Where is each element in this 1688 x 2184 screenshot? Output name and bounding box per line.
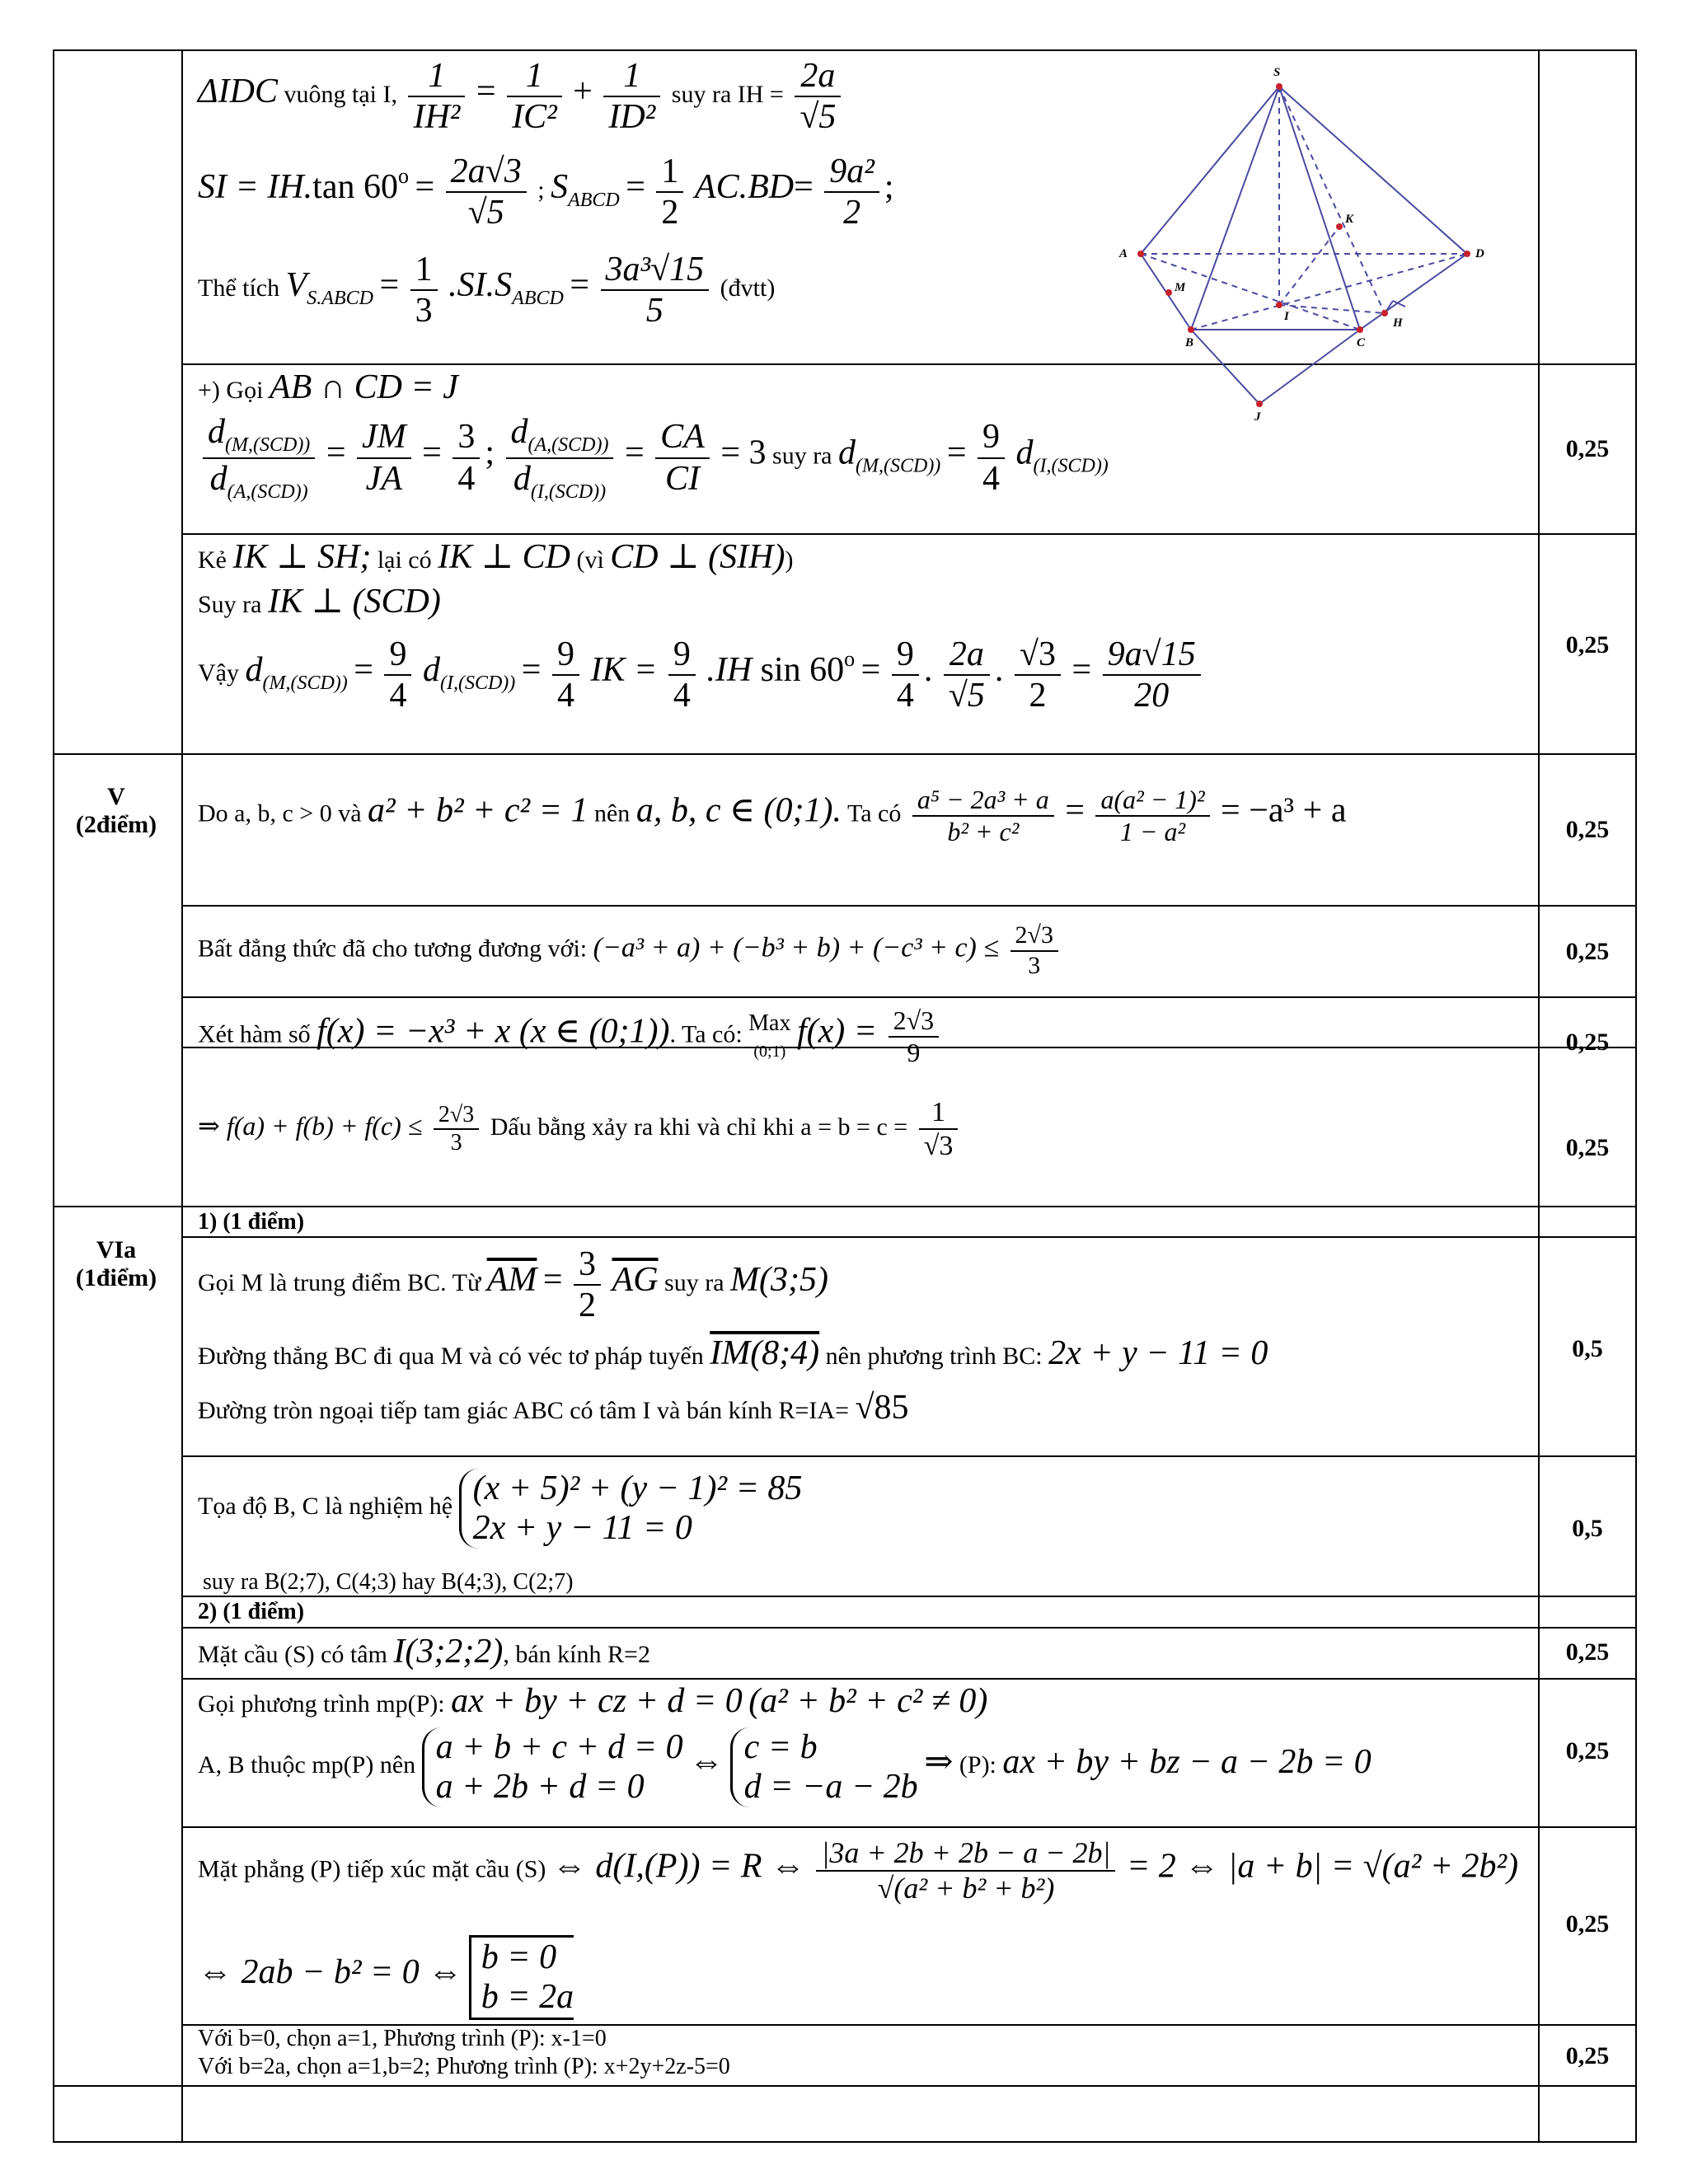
via-r4-line2: A, B thuộc mp(P) nên a + b + c + d = 0 a + 2b + d = 0 ⇔ c = b d = −a − 2b ⇒ (P): ax + by + bz − a − 2b = 0 bbox=[198, 1728, 1372, 1807]
triangle-idc: ΔIDC bbox=[198, 73, 278, 111]
v-r1: Do a, b, c > 0 và a² + b² + c² = 1 nên a, b, c ∈ (0;1). Ta có $\frac{\text{a⁵ − 2a³ + a}}{\text{b² + c²}}$ = $\frac{\text{a(a² − 1)²}}{\text{1 − a²}}$ = −a³ + a bbox=[198, 785, 1347, 846]
frac-third: $\frac{1}{3}$ bbox=[410, 250, 438, 331]
ivr1-line1: ΔIDC vuông tại I, $\frac{1}{\text{IH²}}$ = $\frac{1}{\text{IC²}}$ + $\frac{1}{\text{ID²}}$ suy ra IH = $\frac{2a}{√5}$ bbox=[198, 56, 846, 138]
ivr3-line1: Kẻ IK ⊥ SH; lại có IK ⊥ CD (vì CD ⊥ (SIH)) bbox=[198, 538, 794, 576]
row-line bbox=[181, 1678, 1637, 1680]
row-line bbox=[181, 1826, 1637, 1828]
row-line bbox=[181, 533, 1637, 535]
frac-da-di: $\frac{d_{(A,(SCD))}}{d_{(I,(SCD))}}$ bbox=[506, 412, 614, 504]
frac-si: $\frac{2a√3}{√5}$ bbox=[446, 152, 527, 233]
frac-half: $\frac{1}{2}$ bbox=[656, 152, 683, 233]
v-r3: Xét hàm số f(x) = −x³ + x (x ∈ (0;1)). Ta có: Max (0;1) f(x) = $\frac{2√3}{9}$ bbox=[198, 1005, 944, 1068]
via-r1-line1: Gọi M là trung điểm BC. Từ $\overline{AM}$ = $\frac{3}{2}$ $\overline{AG}$ suy ra M(3;5) bbox=[198, 1245, 828, 1325]
frac-dm-da: $\frac{d_{(M,(SCD))}}{d_{(A,(SCD))}}$ bbox=[203, 412, 315, 504]
via-r3: Mặt cầu (S) có tâm I(3;2;2), bán kính R=2 bbox=[198, 1633, 650, 1671]
frac-jm-ja: $\frac{JM}{JA}$ bbox=[357, 417, 411, 499]
ivr2-line1: +) Gọi AB ∩ CD = J bbox=[198, 368, 458, 406]
via-r1-line3: Đường tròn ngoại tiếp tam giác ABC có tâm I và bán kính R=IA= √85 bbox=[198, 1389, 909, 1427]
section-v-label: V (2điểm) bbox=[75, 783, 157, 838]
row-line bbox=[53, 1206, 1637, 1207]
label-a: A bbox=[1119, 247, 1128, 260]
row-line bbox=[53, 753, 1637, 755]
via-r1-line2: Đường thẳng BC đi qua M và có véc tơ pháp tuyến IM(8;4) nên phương trình BC: 2x + y − 11 = 0 bbox=[198, 1334, 1268, 1372]
ivr3-line2: Suy ra IK ⊥ (SCD) bbox=[198, 583, 441, 621]
via-r2-system: Tọa độ B, C là nghiệm hệ (x + 5)² + (y − 1)² = 85 2x + y − 11 = 0 bbox=[198, 1469, 803, 1548]
via-r6-line2: Với b=2a, chọn a=1,b=2; Phương trình (P): x+2y+2z-5=0 bbox=[198, 2054, 730, 2079]
pyramid-figure bbox=[1104, 58, 1517, 420]
via-r5-line1: Mặt phẳng (P) tiếp xúc mặt cầu (S) ⇔ d(I,(P)) = R ⇔ $\frac{|3a + 2b + 2b - a - 2b|}{\text{√(a² + b² + b²)}}$ = 2 ⇔ |a + b| = √(a² + 2b²) bbox=[198, 1836, 1519, 1905]
label-j: J bbox=[1254, 410, 1261, 420]
score-v-r3: 0,25 bbox=[1565, 1029, 1610, 1056]
label-m: M bbox=[1175, 281, 1186, 294]
label-b: B bbox=[1185, 336, 1194, 349]
label-c: C bbox=[1357, 336, 1366, 349]
frac-final-distance: $\frac{9a√15}{20}$ bbox=[1103, 635, 1201, 716]
label-d: D bbox=[1475, 247, 1484, 260]
row-line bbox=[181, 1455, 1637, 1457]
score-via-r6: 0,25 bbox=[1565, 2042, 1610, 2069]
score-via-r5: 0,25 bbox=[1565, 1910, 1610, 1938]
frac-9a2-2: $\frac{\text{9a²}}{2}$ bbox=[824, 152, 879, 233]
via-part1-heading: 1) (1 điểm) bbox=[198, 1209, 305, 1235]
table-border-left bbox=[53, 49, 54, 2143]
ivr3-line3: Vậy $d_{(M,(SCD))}$ = $\frac{9}{4}$ $d_{(I,(SCD))}$ = $\frac{9}{4}$ IK = $\frac{9}{4}$ .IH sin 60o = $\frac{9}{4}$ . $\frac{2a}{√5}$ . $\frac{√3}{2}$ = $\frac{9a√15}{20}$ bbox=[198, 635, 1206, 716]
system-circle-line: (x + 5)² + (y − 1)² = 85 2x + y − 11 = 0 bbox=[459, 1469, 803, 1549]
ivr2-line2: $\frac{d_{(M,(SCD))}}{d_{(A,(SCD))}}$ = $\frac{JM}{JA}$ = $\frac{3}{4}$ ; $\frac{d_{(A,(SCD))}}{d_{(I,(SCD))}}$ = $\frac{CA}{CI}$ = 3 suy ra $d_{(M,(SCD))}$ = $\frac{9}{4}$ $d_{(I,(SCD))}$ bbox=[198, 412, 1109, 504]
row-line bbox=[181, 1627, 1637, 1629]
via-part2-heading: 2) (1 điểm) bbox=[198, 1599, 305, 1624]
score-v-r4: 0,25 bbox=[1565, 1134, 1610, 1161]
frac-2a-sqrt5: $\frac{2a}{√5}$ bbox=[795, 56, 841, 138]
score-via-r1: 0,5 bbox=[1572, 1335, 1603, 1362]
frac-1-ic2: $\frac{1}{\text{IC²}}$ bbox=[507, 56, 562, 138]
row-line bbox=[53, 2085, 1637, 2087]
table-border-bottom bbox=[53, 2141, 1637, 2143]
volume-label: Thể tích bbox=[198, 274, 280, 302]
label-h: H bbox=[1393, 316, 1403, 330]
label-i: I bbox=[1284, 310, 1289, 323]
ih-result-label: suy ra IH = bbox=[671, 81, 784, 109]
ivr1-line3: Thể tích $V_{S.ABCD}$ = $\frac{1}{3}$ $.SI.S_{ABCD}$ = $\frac{\text{3a³√15}}{5}$ (đvtt) bbox=[198, 251, 776, 330]
row-line bbox=[181, 1596, 1637, 1597]
table-border-top bbox=[53, 49, 1637, 51]
row-line bbox=[181, 996, 1637, 998]
volume-unit: (đvtt) bbox=[720, 274, 776, 302]
frac-9-4: $\frac{9}{4}$ bbox=[978, 417, 1005, 499]
v-r4: ⇒ f(a) + f(b) + f(c) ≤ $\frac{2√3}{3}$ Dấu bằng xảy ra khi và chỉ khi a = b = c = $\frac{1}{√3}$ bbox=[198, 1096, 963, 1162]
frac-3-4: $\frac{3}{4}$ bbox=[452, 417, 480, 499]
via-r6-line1: Với b=0, chọn a=1, Phương trình (P): x-1=0 bbox=[198, 2026, 607, 2051]
via-r4-line1: Gọi phương trình mp(P): ax + by + cz + d = 0 (a² + b² + c² ≠ 0) bbox=[198, 1682, 988, 1720]
label-s: S bbox=[1273, 66, 1281, 79]
score-iv-r3: 0,25 bbox=[1565, 631, 1610, 658]
frac-1-id2: $\frac{1}{\text{ID²}}$ bbox=[603, 56, 660, 138]
frac-ca-ci: $\frac{CA}{CI}$ bbox=[655, 417, 710, 499]
row-line bbox=[181, 1236, 1637, 1238]
score-via-r4: 0,25 bbox=[1565, 1737, 1610, 1765]
section-via-label: VIa (1điểm) bbox=[75, 1236, 157, 1291]
score-v-r1: 0,25 bbox=[1565, 816, 1610, 843]
frac-volume: $\frac{\text{3a³√15}}{5}$ bbox=[601, 250, 710, 331]
row-line bbox=[181, 905, 1637, 907]
score-via-r2: 0,5 bbox=[1572, 1515, 1603, 1542]
score-v-r2: 0,25 bbox=[1565, 938, 1610, 965]
ivr1-line2: SI = IH.tan 60o = $\frac{2a√3}{√5}$ ; $S_{ABCD}$ = $\frac{1}{2}$ AC.BD= $\frac{\text{9a²}}{2}$ ; bbox=[198, 152, 894, 232]
via-r2-result: suy ra B(2;7), C(4;3) hay B(4;3), C(2;7) bbox=[203, 1569, 574, 1595]
right-angle-note: vuông tại I, bbox=[284, 81, 397, 109]
score-via-r3: 0,25 bbox=[1565, 1638, 1610, 1666]
via-r5-line2: ⇔ 2ab − b² = 0 ⇔ b = 0 b = 2a bbox=[198, 1935, 574, 2020]
score-iv-r2: 0,25 bbox=[1565, 435, 1610, 462]
label-k: K bbox=[1345, 213, 1354, 226]
frac-1-ih2: $\frac{1}{\text{IH²}}$ bbox=[408, 56, 465, 138]
v-r2: Bất đẳng thức đã cho tương đương với: (−a³ + a) + (−b³ + b) + (−c³ + c) ≤ $\frac{2√3}{3}$ bbox=[198, 921, 1063, 980]
